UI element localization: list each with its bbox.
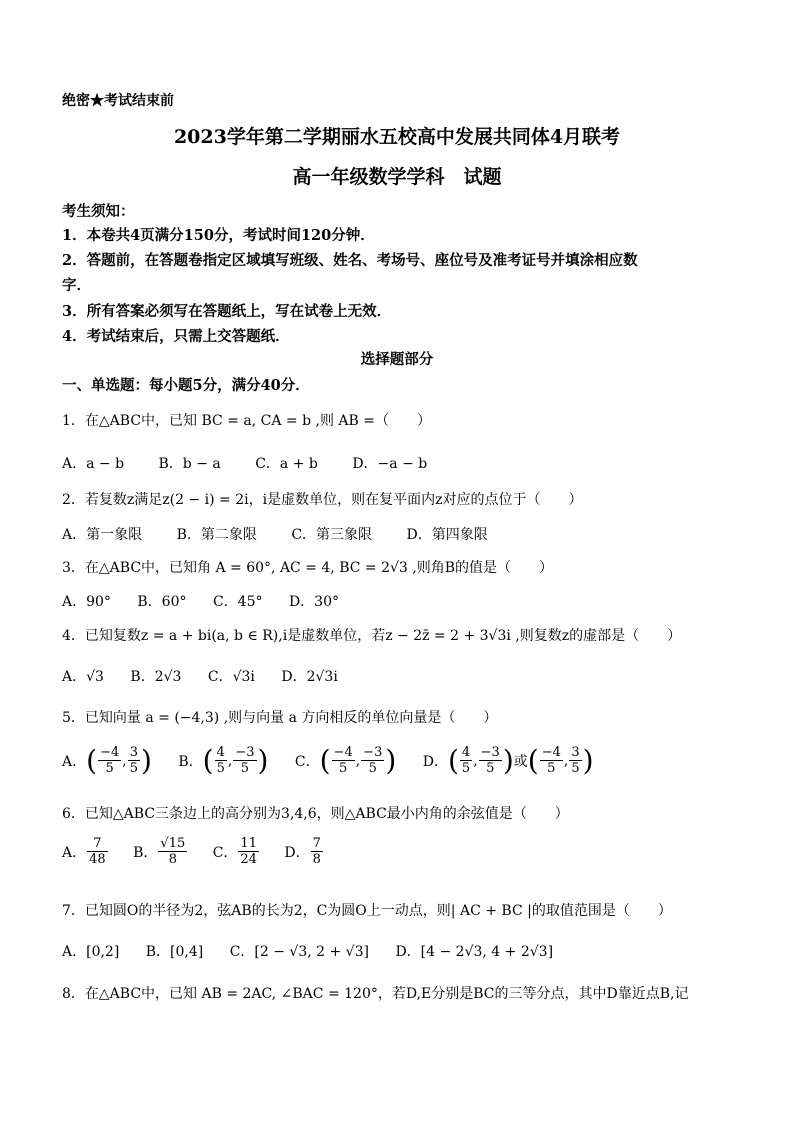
question-6-stem: 6．已知△ABC三条边上的高分别为3,4,6，则△ABC最小内角的余弦值是（ ）: [62, 806, 569, 822]
exam-title: 2023学年第二学期丽水五校高中发展共同体4月联考: [173, 126, 621, 148]
question-1-stem: 1．在△ABC中，已知 BC = a, CA = b ,则 AB =（ ）: [62, 413, 431, 429]
numerator: 11: [240, 836, 257, 851]
option-c: C． ( $\frac{-4}{5}$ , $\frac{-3}{5}$ ): [294, 744, 397, 777]
numerator: 3: [129, 745, 138, 760]
option-d: D．2√3i: [281, 669, 338, 685]
denominator: 8: [312, 852, 321, 867]
right-paren: ): [502, 744, 514, 777]
numerator: −4: [333, 745, 353, 760]
question-7-options: [62, 941, 553, 961]
option-b: B．第二象限: [176, 527, 257, 543]
right-paren: ): [385, 744, 397, 777]
fraction: [238, 836, 259, 867]
denominator: 5: [547, 761, 556, 776]
numerator: 4: [461, 745, 471, 760]
option-c: C．45°: [212, 594, 263, 610]
numerator: 7: [87, 836, 108, 852]
option-label: B．: [178, 753, 203, 770]
option-d: D．30°: [288, 594, 339, 610]
denominator: 48: [89, 852, 106, 867]
notice-heading: 考生须知：: [62, 203, 135, 220]
section-heading: 一、单选题：每小题5分，满分40分．: [62, 377, 310, 394]
option-c: C．a + b: [255, 456, 318, 472]
numerator: −3: [235, 745, 255, 760]
option-b: B．2√3: [130, 669, 182, 685]
option-label: A．: [62, 844, 87, 861]
right-paren: ): [140, 744, 152, 777]
left-paren: (: [447, 744, 459, 777]
left-paren: (: [319, 744, 331, 777]
fraction: [332, 745, 355, 776]
option-d: D．[4 − 2√3, 4 + 2√3]: [395, 944, 554, 960]
numerator: −4: [100, 745, 120, 760]
denominator: 5: [368, 761, 377, 776]
notice-item: 1．本卷共4页满分150分，考试时间120分钟．: [62, 227, 375, 244]
option-a: [62, 836, 109, 867]
fraction: [215, 745, 227, 776]
option-c: [213, 836, 260, 867]
question-7-stem: 7．已知圆O的半径为2，弦AB的长为2，C为圆O上一动点，则| AC + BC |的取值范围是（ ）: [62, 903, 672, 919]
notice-item: 2．答题前，在答题卷指定区域填写班级、姓名、考场号、座位号及准考证号并填涂相应数: [62, 252, 638, 269]
denominator: 5: [461, 761, 471, 776]
question-5-options: [62, 744, 594, 777]
secret-mark: 绝密★考试结束前: [62, 93, 174, 109]
or-word: 或: [513, 753, 528, 770]
numerator: 7: [312, 836, 321, 851]
option-label: D．: [284, 844, 310, 861]
option-b: B．b − a: [158, 456, 221, 472]
numerator: −3: [480, 745, 500, 760]
notice-item: 4．考试结束后，只需上交答题纸．: [62, 328, 290, 345]
denominator: 5: [571, 761, 580, 776]
numerator: 4: [216, 745, 225, 760]
fraction: [569, 745, 581, 776]
right-paren: ): [582, 744, 594, 777]
denominator: 5: [129, 761, 138, 776]
option-b: B．60°: [137, 594, 187, 610]
question-4-stem: 4．已知复数z = a + bi(a, b ∈ R),i是虚数单位，若z − 2z̄ = 2 + 3√3i ,则复数z的虚部是（ ）: [62, 628, 682, 644]
fraction: [311, 836, 323, 867]
question-1-options: [62, 453, 457, 473]
fraction: [233, 745, 256, 776]
denominator: 5: [216, 761, 225, 776]
fraction: [540, 745, 563, 776]
fraction: [158, 836, 187, 867]
fraction: [479, 745, 502, 776]
left-paren: (: [527, 744, 539, 777]
option-b: [133, 836, 188, 867]
question-3-options: [62, 591, 361, 611]
part-title: 选择题部分: [360, 351, 434, 368]
option-a: A．第一象限: [62, 527, 143, 543]
fraction: [87, 836, 108, 867]
option-label: D．: [422, 753, 448, 770]
option-b: B． ( $\frac{4}{5}$ , $\frac{-3}{5}$ ): [178, 744, 269, 777]
fraction: [128, 745, 140, 776]
option-a: A．√3: [62, 669, 104, 685]
denominator: 5: [240, 761, 250, 776]
denominator: 24: [240, 852, 257, 867]
option-label: C．: [212, 844, 238, 861]
option-a: A．[0,2]: [62, 944, 120, 960]
numerator: 3: [571, 745, 580, 760]
exam-subtitle: 高一年级数学学科 试题: [292, 166, 502, 188]
question-8-stem: 8．在△ABC中，已知 AB = 2AC, ∠BAC = 120°，若D,E分别是BC的三等分点，其中D靠近点B,记: [62, 986, 689, 1002]
notice-item: 3．所有答案必须写在答题纸上，写在试卷上无效．: [62, 303, 392, 320]
left-paren: (: [86, 744, 98, 777]
numerator: √15: [160, 836, 186, 851]
numerator: −4: [541, 745, 561, 760]
denominator: 5: [105, 761, 114, 776]
option-a: A． ( $\frac{-4}{5}$ , $\frac{3}{5}$ ): [62, 744, 152, 777]
denominator: 5: [338, 761, 348, 776]
denominator: 8: [168, 852, 177, 867]
option-c: C．[2 − √3, 2 + √3]: [229, 944, 369, 960]
option-a: A．a − b: [62, 456, 125, 472]
fraction: [361, 745, 384, 776]
denominator: 5: [486, 761, 495, 776]
option-d: [284, 836, 324, 867]
question-6-options: [62, 836, 324, 867]
option-label: B．: [133, 844, 158, 861]
fraction: [460, 745, 472, 776]
question-4-options: [62, 666, 360, 686]
option-label: A．: [62, 753, 87, 770]
question-5-stem: 5．已知向量 a = (−4,3) ,则与向量 a 方向相反的单位向量是（ ）: [62, 710, 498, 726]
option-a: A．90°: [62, 594, 111, 610]
notice-item: 字．: [62, 277, 91, 294]
right-paren: ): [257, 744, 269, 777]
left-paren: (: [202, 744, 214, 777]
question-3-stem: 3．在△ABC中，已知角 A = 60°, AC = 4, BC = 2√3 ,则角B的值是（ ）: [62, 560, 554, 576]
question-2-options: [62, 524, 518, 544]
option-label: C．: [294, 753, 320, 770]
fraction: [98, 745, 121, 776]
numerator: −3: [363, 745, 383, 760]
option-c: C．√3i: [207, 669, 255, 685]
option-d: D． ( $\frac{4}{5}$ , $\frac{-3}{5}$ ) 或 ( $\frac{-4}{5}$ , $\frac{3}{5}$ ): [422, 744, 594, 777]
option-d: D．−a − b: [352, 456, 428, 472]
option-d: D．第四象限: [406, 527, 488, 543]
option-b: B．[0,4]: [145, 944, 204, 960]
option-c: C．第三象限: [291, 527, 373, 543]
question-2-stem: 2．若复数z满足z(2 − i) = 2i，i是虚数单位，则在复平面内z对应的点位于（ ）: [62, 492, 583, 508]
